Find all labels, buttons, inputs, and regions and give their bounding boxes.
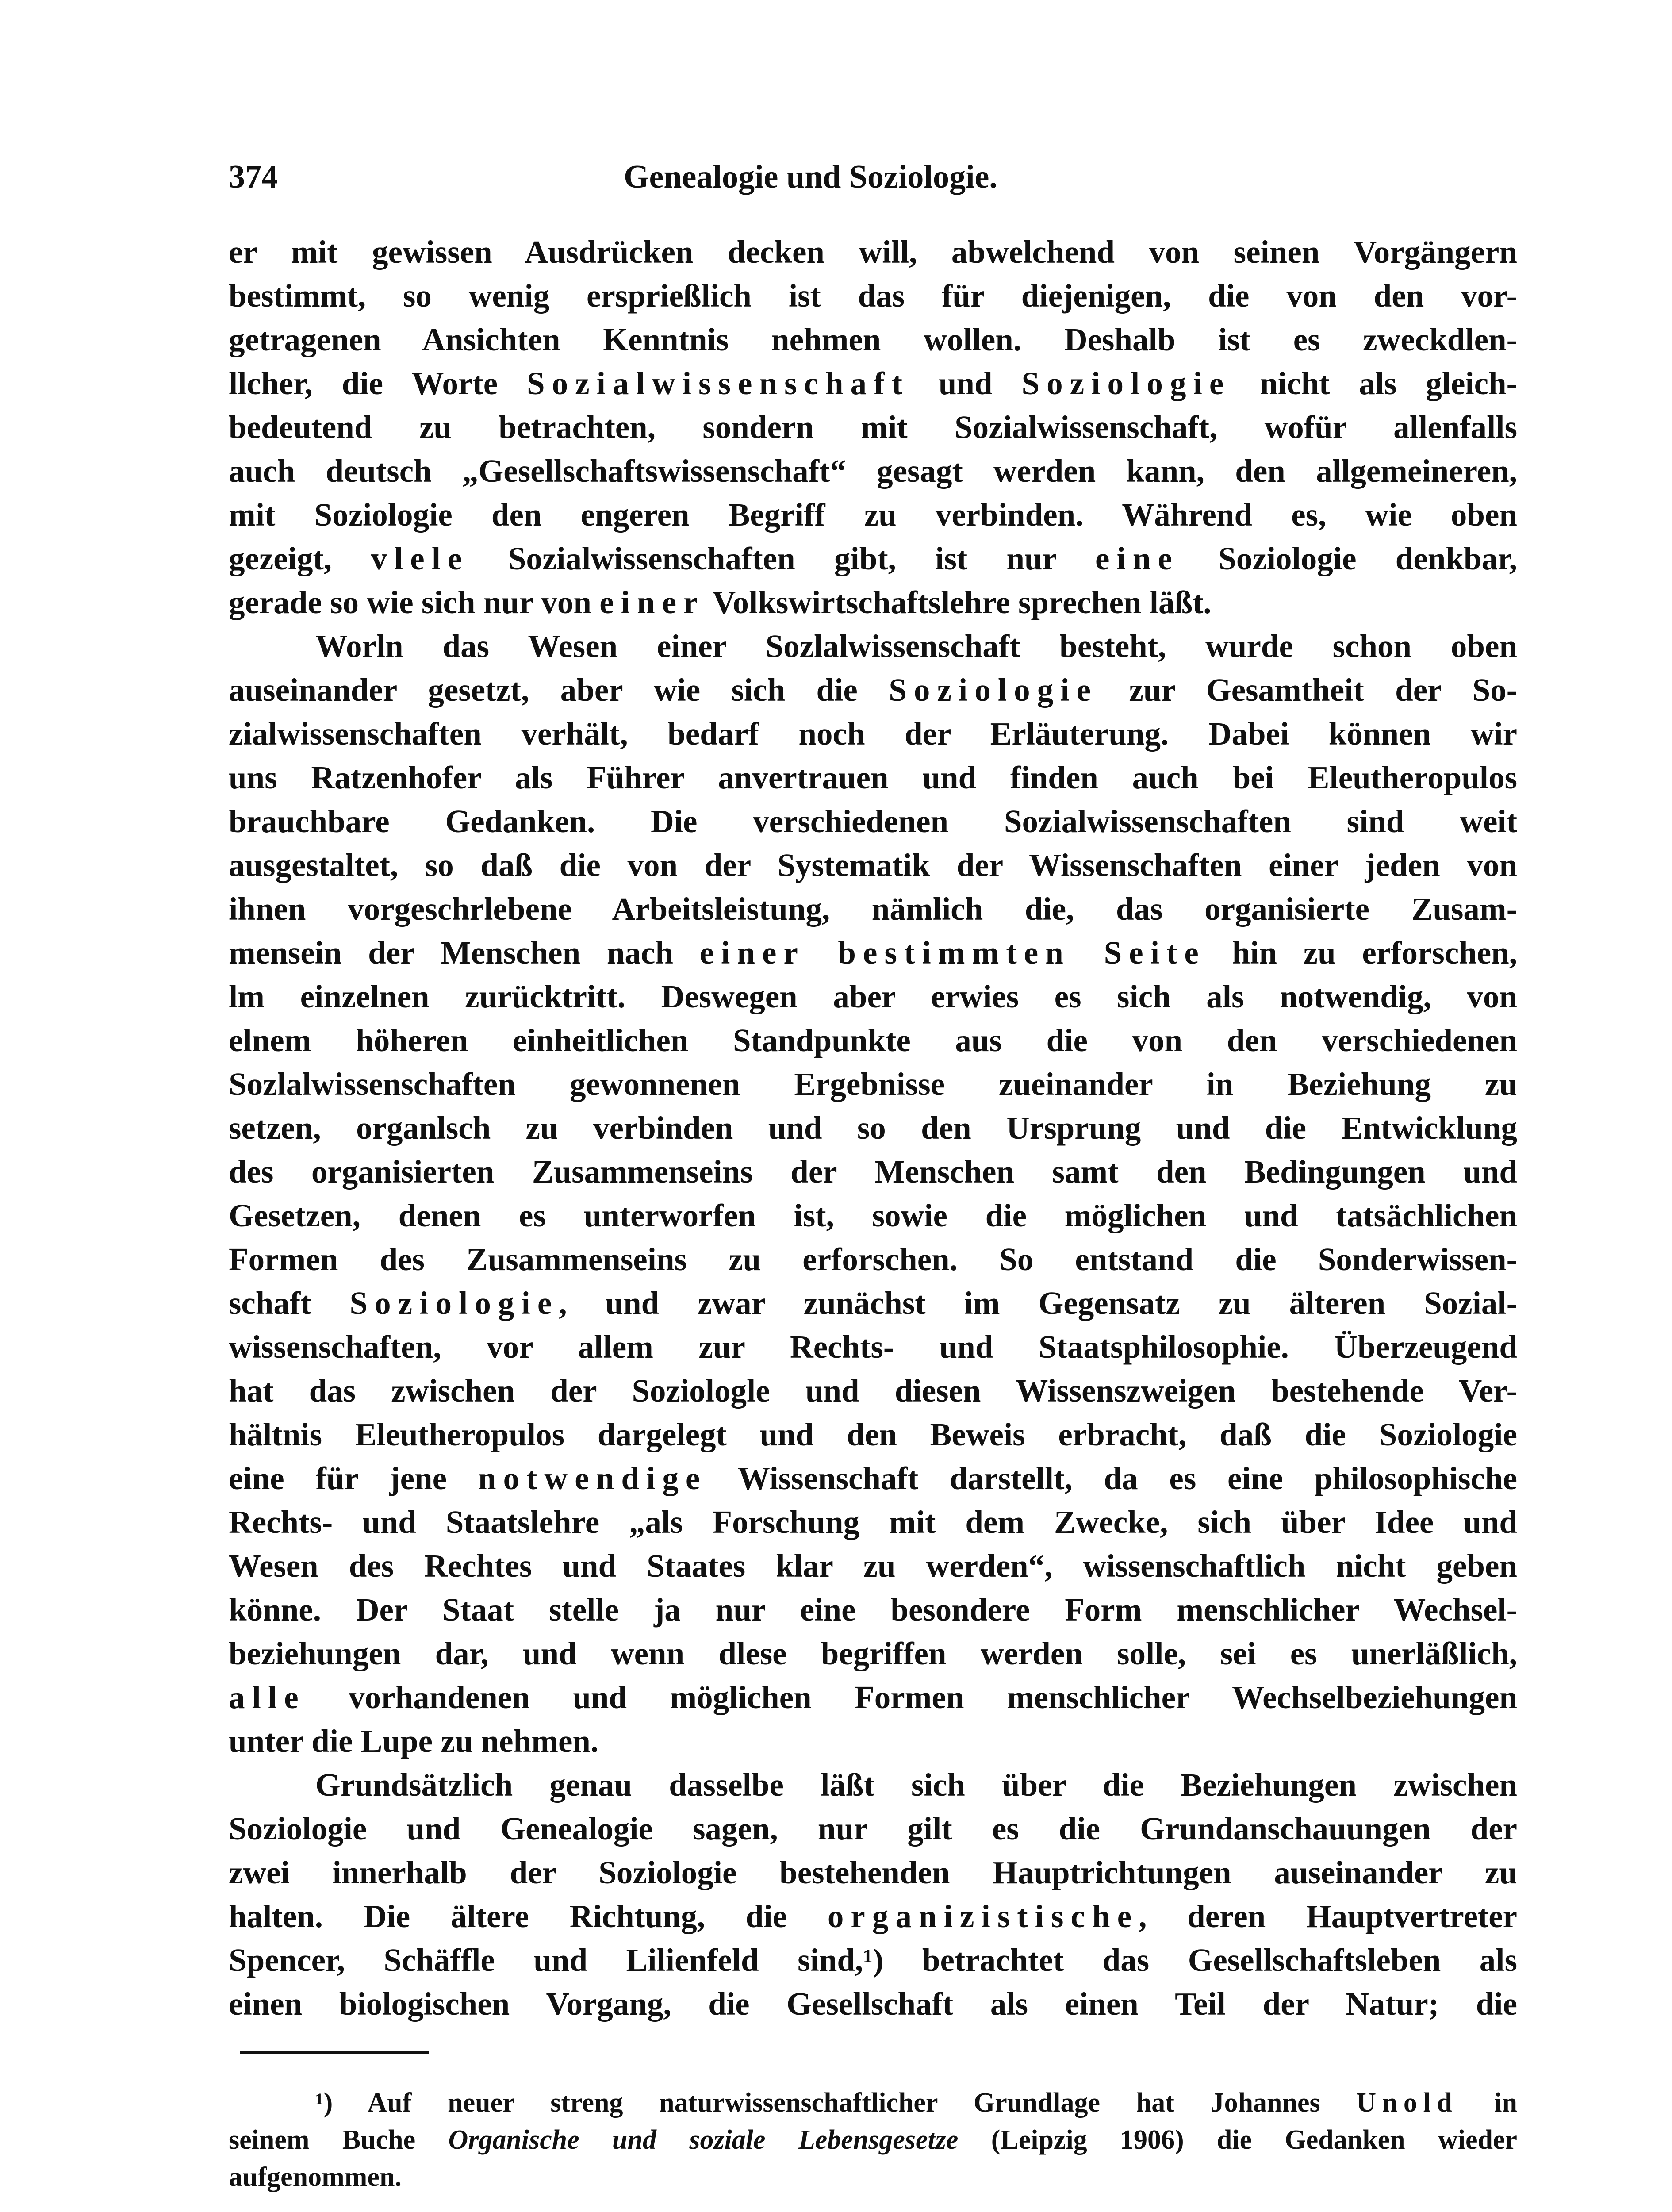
text-line <box>229 580 1517 624</box>
text-run: unter die Lupe zu nehmen. <box>229 1723 599 1759</box>
text-line <box>229 537 1517 580</box>
text-line <box>229 1106 1517 1150</box>
text-run: zwei innerhalb der Soziologie bestehenden Hauptrichtungen auseinander zu <box>229 1855 1517 1890</box>
text-run: ¹) Auf neuer streng naturwissenschaftlicher Grundlage hat Johannes <box>315 2088 1357 2118</box>
text-run: Sozialwissenschaften gibt, ist nur <box>469 541 1096 576</box>
text-run: (Leipzig 1906) die Gedanken wieder <box>958 2125 1517 2155</box>
text-run: ihnen vorgeschrlebene Arbeitsleistung, nämlich die, das organisierte Zusam- <box>229 891 1517 927</box>
footnote-separator <box>240 2051 429 2054</box>
text-line <box>229 1018 1517 1062</box>
text-run: einen biologischen Vorgang, die Gesellschaft als einen Teil der Natur; die <box>229 1986 1517 2022</box>
text-run: Wesen des Rechtes und Staates klar zu werden“, wissenschaftlich nicht geben <box>229 1548 1517 1584</box>
paragraph <box>229 624 1517 1763</box>
text-line <box>229 1194 1517 1237</box>
text-run: bedeutend zu betrachten, sondern mit Sozialwissenschaft, wofür allenfalls <box>229 409 1517 445</box>
spaced-emphasis: Soziologie <box>1021 365 1231 401</box>
spaced-emphasis: Sozialwissenschaft <box>526 365 909 401</box>
text-line <box>229 1807 1517 1851</box>
text-run: vorhandenen und möglichen Formen menschlicher Wechselbeziehungen <box>305 1679 1517 1715</box>
spaced-emphasis: vlele <box>371 541 469 576</box>
text-run: bestimmt, so wenig ersprießlich ist das für diejenigen, die von den vor- <box>229 278 1517 314</box>
spaced-emphasis: alle <box>229 1679 306 1715</box>
text-run: mit Soziologie den engeren Begriff zu verbinden. Während es, wie oben <box>229 497 1517 533</box>
text-run: schaft <box>229 1285 350 1321</box>
text-line <box>229 1632 1517 1675</box>
text-run: des organisierten Zusammenseins der Menschen samt den Bedingungen und <box>229 1154 1517 1190</box>
text-run: zur Gesamtheit der So- <box>1098 672 1518 708</box>
spaced-emphasis: Soziologie <box>889 672 1098 708</box>
text-run: Formen des Zusammenseins zu erforschen. So entstand die Sonderwissen- <box>229 1241 1517 1277</box>
text-line <box>229 1062 1517 1106</box>
text-run: beziehungen dar, und wenn dlese begriffen werden solle, sei es unerläßlich, <box>229 1636 1517 1671</box>
text-line <box>229 1894 1517 1938</box>
text-line <box>229 318 1517 361</box>
text-run: Grundsätzlich genau dasselbe läßt sich über die Beziehungen zwischen <box>315 1767 1517 1803</box>
paragraph <box>229 230 1517 624</box>
footnote <box>229 2084 1517 2196</box>
page-number: 374 <box>229 159 278 195</box>
text-line <box>229 1851 1517 1894</box>
text-run: Gesetzen, denen es unterworfen ist, sowie die möglichen und tatsächlichen <box>229 1198 1517 1233</box>
text-line <box>229 1325 1517 1369</box>
text-line <box>229 2158 1517 2196</box>
footnotes <box>229 2084 1517 2196</box>
text-line <box>229 887 1517 931</box>
text-run: , deren Hauptvertreter <box>1139 1898 1517 1934</box>
text-line <box>229 230 1517 274</box>
text-line <box>229 405 1517 449</box>
text-run: Soziologie denkbar, <box>1179 541 1517 576</box>
text-line <box>229 799 1517 843</box>
spaced-emphasis: einer <box>599 584 705 620</box>
text-line <box>229 2121 1517 2158</box>
text-run: hat das zwischen der Soziologle und diesen Wissenszweigen bestehende Ver- <box>229 1373 1517 1409</box>
spaced-emphasis: organizistische <box>827 1898 1139 1934</box>
text-run: ausgestaltet, so daß die von der Systematik der Wissenschaften einer jeden von <box>229 847 1517 883</box>
text-line <box>229 1763 1517 1807</box>
text-run: seinem Buche <box>229 2125 449 2155</box>
italic-title: Organische und soziale Lebensgesetze <box>448 2125 959 2155</box>
text-line <box>229 1675 1517 1719</box>
text-line <box>229 712 1517 756</box>
text-line <box>229 1413 1517 1456</box>
text-run: und <box>909 365 1022 401</box>
text-line <box>229 843 1517 887</box>
text-line <box>229 1150 1517 1194</box>
text-run: llcher, die Worte <box>229 365 527 401</box>
text-line <box>229 1500 1517 1544</box>
text-line <box>229 1982 1517 2026</box>
text-run: setzen, organlsch zu verbinden und so den Ursprung und die Entwicklung <box>229 1110 1517 1146</box>
text-line <box>229 2084 1517 2121</box>
text-line <box>229 975 1517 1018</box>
text-run: lm einzelnen zurücktritt. Deswegen aber erwies es sich als notwendig, von <box>229 979 1517 1014</box>
text-line <box>229 274 1517 318</box>
text-run: auseinander gesetzt, aber wie sich die <box>229 672 889 708</box>
text-run: elnem höheren einheitlichen Standpunkte aus die von den verschiedenen <box>229 1022 1517 1058</box>
text-line <box>229 1456 1517 1500</box>
text-run: getragenen Ansichten Kenntnis nehmen wollen. Deshalb ist es zweckdlen- <box>229 322 1517 357</box>
text-line <box>229 1938 1517 1982</box>
text-run: brauchbare Gedanken. Die verschiedenen Sozialwissenschaften sind weit <box>229 803 1517 839</box>
text-run: Spencer, Schäffle und Lilienfeld sind,¹) betrachtet das Gesellschaftsleben als <box>229 1942 1517 1978</box>
text-line <box>229 449 1517 493</box>
paragraph <box>229 1763 1517 2026</box>
text-run: hin zu erforschen, <box>1205 935 1517 971</box>
text-run: uns Ratzenhofer als Führer anvertrauen und finden auch bei Eleutheropulos <box>229 760 1517 795</box>
running-title: Genealogie und Soziologie. <box>624 159 997 195</box>
spaced-emphasis: eine <box>1095 541 1179 576</box>
text-line <box>229 668 1517 712</box>
spaced-emphasis: Soziologie <box>349 1285 559 1321</box>
text-run: Worln das Wesen einer Sozlalwissenschaft besteht, wurde schon oben <box>315 628 1517 664</box>
text-line <box>229 1237 1517 1281</box>
text-run: Soziologie und Genealogie sagen, nur gilt es die Grundanschauungen der <box>229 1811 1517 1847</box>
text-line <box>229 931 1517 975</box>
text-run: zialwissenschaften verhält, bedarf noch der Erläuterung. Dabei können wir <box>229 716 1517 752</box>
text-line <box>229 361 1517 405</box>
text-run: in <box>1458 2088 1517 2118</box>
text-run: gerade so wie sich nur von <box>229 584 600 620</box>
text-run: könne. Der Staat stelle ja nur eine besondere Form menschlicher Wechsel- <box>229 1592 1517 1628</box>
body-text <box>229 230 1517 2026</box>
text-run: wissenschaften, vor allem zur Rechts- und Staatsphilosophie. Überzeugend <box>229 1329 1517 1365</box>
text-run: mensein der Menschen nach <box>229 935 700 971</box>
text-run: Wissenschaft darstellt, da es eine philosophische <box>707 1460 1517 1496</box>
text-line <box>229 493 1517 537</box>
text-run: aufgenommen. <box>229 2162 402 2192</box>
text-run: Volkswirtschaftslehre sprechen läßt. <box>705 584 1212 620</box>
text-line <box>229 1719 1517 1763</box>
text-run: auch deutsch „Gesellschaftswissenschaft“ gesagt werden kann, den allgemeineren, <box>229 453 1517 489</box>
text-run: hältnis Eleutheropulos dargelegt und den Beweis erbracht, daß die Soziologie <box>229 1417 1517 1452</box>
text-line <box>229 1588 1517 1632</box>
text-run: Sozlalwissenschaften gewonnenen Ergebnisse zueinander in Beziehung zu <box>229 1066 1517 1102</box>
spaced-emphasis: einer bestimmten Seite <box>699 935 1206 971</box>
text-run: Rechts- und Staatslehre „als Forschung mit dem Zwecke, sich über Idee und <box>229 1504 1517 1540</box>
spaced-emphasis: Unold <box>1356 2088 1458 2118</box>
text-run: er mit gewissen Ausdrücken decken will, abwelchend von seinen Vorgängern <box>229 234 1517 270</box>
text-run: nicht als gleich- <box>1231 365 1517 401</box>
text-line <box>229 756 1517 799</box>
spaced-emphasis: notwendige <box>478 1460 707 1496</box>
text-run: gezeigt, <box>229 541 371 576</box>
text-line <box>229 1369 1517 1413</box>
text-line <box>229 1281 1517 1325</box>
text-run: halten. Die ältere Richtung, die <box>229 1898 828 1934</box>
text-run: , und zwar zunächst im Gegensatz zu älteren Sozial- <box>559 1285 1518 1321</box>
text-line <box>229 624 1517 668</box>
text-line <box>229 1544 1517 1588</box>
text-run: eine für jene <box>229 1460 478 1496</box>
